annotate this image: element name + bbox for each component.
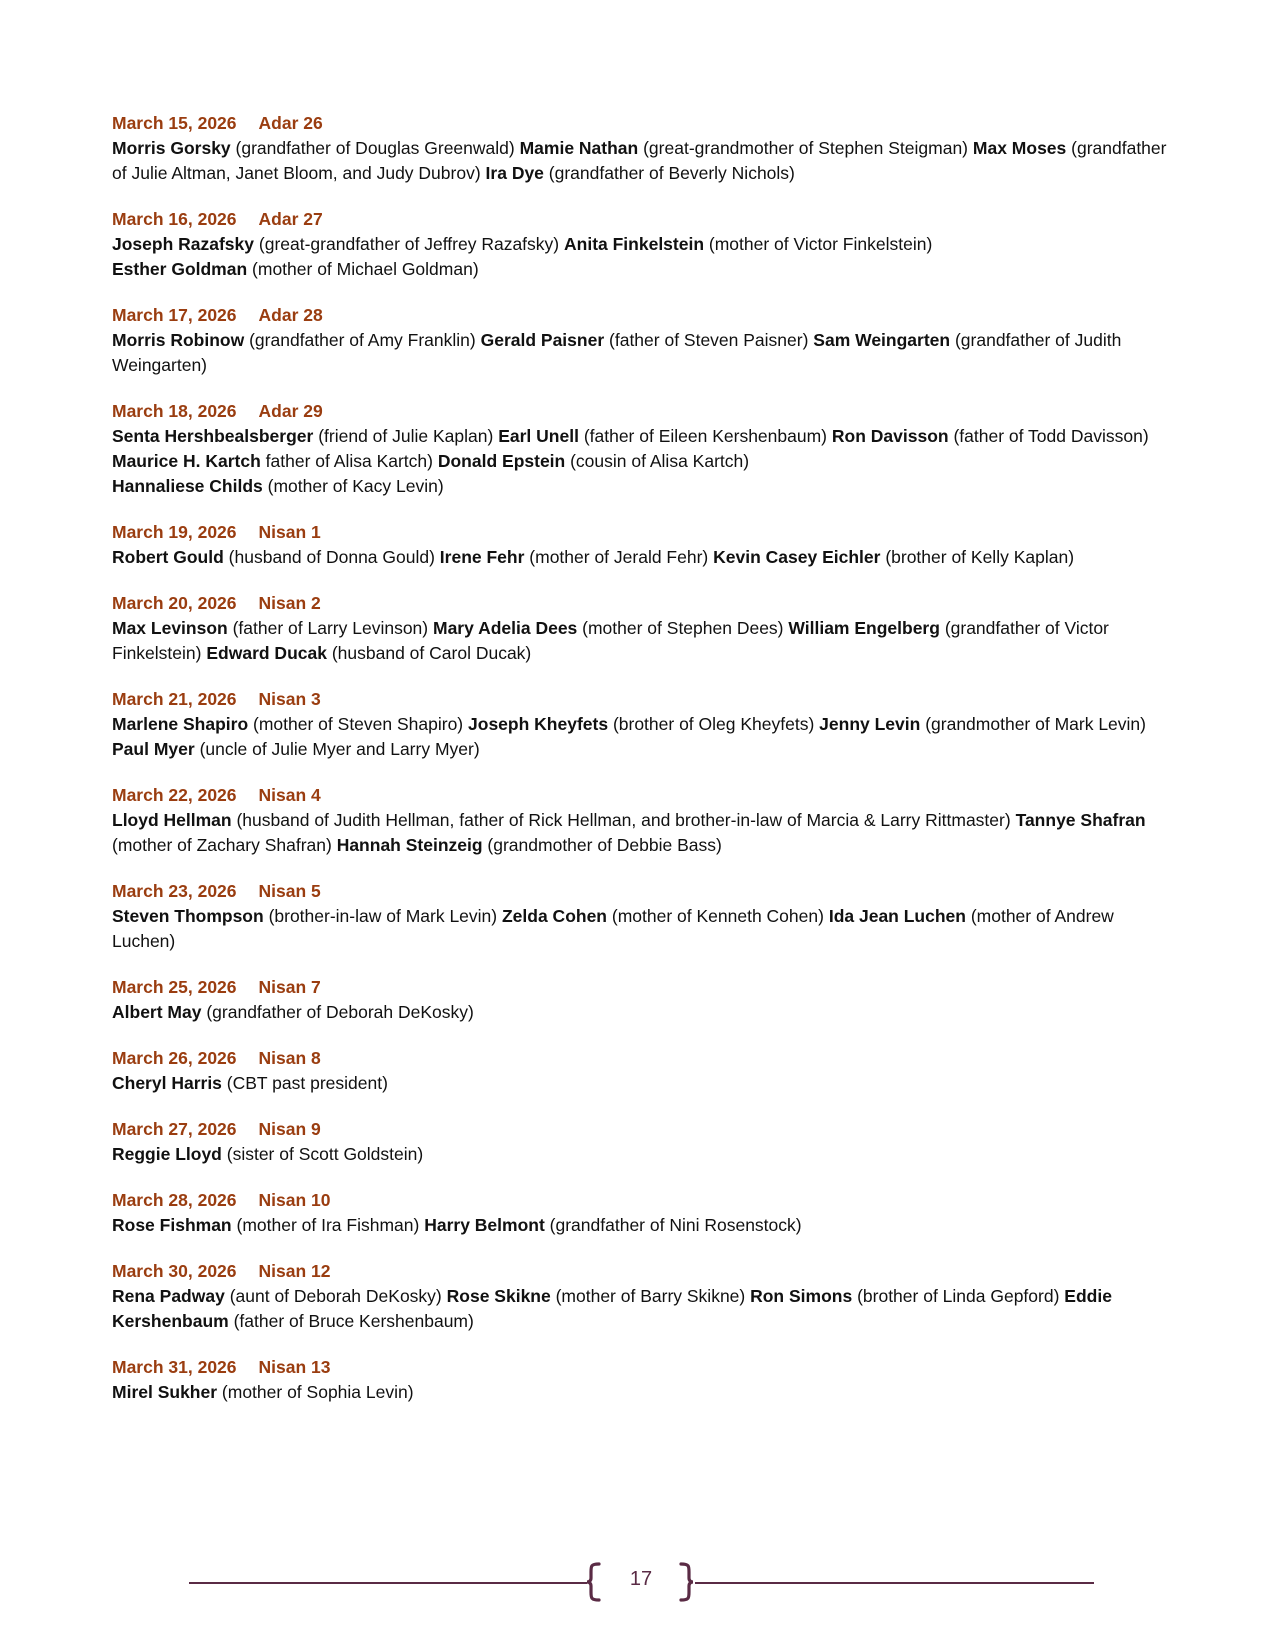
deceased-name: Kevin Casey Eichler [713,547,881,567]
hebrew-date: Nisan 13 [258,1357,331,1377]
yahrzeit-list [112,111,1172,1426]
relation-text: (father of Todd Davisson) [953,426,1149,446]
relation-text: (father of Larry Levinson) [232,618,429,638]
hebrew-date: Adar 26 [258,113,323,133]
hebrew-date: Nisan 2 [258,593,321,613]
gregorian-date: March 31, 2026 [112,1357,237,1377]
names-paragraph [112,1142,1172,1167]
hebrew-date: Nisan 3 [258,689,321,709]
relation-text: (grandfather of Douglas Greenwald) [235,138,515,158]
deceased-name: Rose Fishman [112,1215,232,1235]
entry [112,303,1172,378]
relation-text: (CBT past president) [226,1073,388,1093]
relation-text: (mother of Kacy Levin) [267,476,444,496]
date-heading [112,591,1172,616]
relation-text: (grandfather of Amy Franklin) [249,330,476,350]
names-paragraph [112,712,1172,762]
gregorian-date: March 22, 2026 [112,785,237,805]
date-heading [112,687,1172,712]
deceased-name: Joseph Kheyfets [468,714,609,734]
gregorian-date: March 25, 2026 [112,977,237,997]
relation-text: (grandfather of Nini Rosenstock) [549,1215,802,1235]
date-heading [112,303,1172,328]
entry [112,783,1172,858]
relation-text: (father of Bruce Kershenbaum) [233,1311,474,1331]
deceased-name: Paul Myer [112,739,195,759]
deceased-name: Sam Weingarten [813,330,951,350]
hebrew-date: Nisan 8 [258,1048,321,1068]
relation-text: (mother of Victor Finkelstein) [708,234,933,254]
hebrew-date: Nisan 1 [258,522,321,542]
relation-text: (mother of Ira Fishman) [236,1215,420,1235]
names-paragraph [112,424,1172,499]
entry [112,399,1172,499]
hebrew-date: Adar 29 [258,401,323,421]
date-heading [112,1188,1172,1213]
names-paragraph [112,1284,1172,1334]
deceased-name: Marlene Shapiro [112,714,249,734]
relation-text: (grandfather of Deborah DeKosky) [206,1002,474,1022]
relation-text: (mother of Jerald Fehr) [529,547,709,567]
entry [112,879,1172,954]
date-heading [112,975,1172,1000]
relation-text: (great-grandfather of Jeffrey Razafsky) [258,234,560,254]
relation-text: (grandfather of Judith Weingarten) [112,330,1122,375]
entry [112,975,1172,1025]
footer-rule-left [189,1582,587,1584]
deceased-name: Eddie Kershenbaum [112,1286,1112,1331]
deceased-name: Morris Robinow [112,330,245,350]
deceased-name: Ira Dye [485,163,544,183]
date-heading [112,399,1172,424]
date-heading [112,1355,1172,1380]
relation-text: (mother of Michael Goldman) [252,259,479,279]
date-heading [112,1117,1172,1142]
deceased-name: Maurice H. Kartch [112,451,261,471]
names-paragraph [112,545,1172,570]
deceased-name: Esther Goldman [112,259,248,279]
relation-text: (mother of Stephen Dees) [582,618,784,638]
deceased-name: Hannah Steinzeig [336,835,483,855]
gregorian-date: March 26, 2026 [112,1048,237,1068]
names-paragraph [112,328,1172,378]
names-paragraph [112,1213,1172,1238]
deceased-name: Tannye Shafran [1015,810,1146,830]
hebrew-date: Adar 27 [258,209,323,229]
deceased-name: Zelda Cohen [501,906,607,926]
entry [112,1259,1172,1334]
hebrew-date: Nisan 9 [258,1119,321,1139]
hebrew-date: Nisan 5 [258,881,321,901]
entry [112,1188,1172,1238]
deceased-name: Joseph Razafsky [112,234,255,254]
names-paragraph [112,1000,1172,1025]
names-paragraph [112,1380,1172,1405]
relation-text: (mother of Zachary Shafran) [112,835,332,855]
left-brace-icon [585,1562,603,1602]
relation-text: (mother of Sophia Levin) [221,1382,414,1402]
gregorian-date: March 23, 2026 [112,881,237,901]
deceased-name: Max Levinson [112,618,228,638]
relation-text: (mother of Steven Shapiro) [253,714,464,734]
gregorian-date: March 30, 2026 [112,1261,237,1281]
deceased-name: Harry Belmont [424,1215,545,1235]
deceased-name: Gerald Paisner [480,330,605,350]
hebrew-date: Nisan 10 [258,1190,331,1210]
date-heading [112,783,1172,808]
page-footer [189,1560,1094,1606]
deceased-name: Anita Finkelstein [564,234,705,254]
relation-text: (friend of Julie Kaplan) [318,426,494,446]
names-paragraph [112,616,1172,666]
deceased-name: Albert May [112,1002,202,1022]
entry [112,111,1172,186]
names-paragraph [112,136,1172,186]
hebrew-date: Adar 28 [258,305,323,325]
relation-text: (brother of Oleg Kheyfets) [612,714,815,734]
entry [112,1117,1172,1167]
relation-text: (cousin of Alisa Kartch) [570,451,750,471]
relation-text: (sister of Scott Goldstein) [226,1144,424,1164]
gregorian-date: March 21, 2026 [112,689,237,709]
date-heading [112,207,1172,232]
relation-text: (grandfather of Victor Finkelstein) [112,618,1109,663]
deceased-name: Cheryl Harris [112,1073,222,1093]
page-number: 17 [629,1568,653,1590]
gregorian-date: March 19, 2026 [112,522,237,542]
relation-text: (father of Eileen Kershenbaum) [583,426,828,446]
names-paragraph [112,232,1172,282]
gregorian-date: March 15, 2026 [112,113,237,133]
relation-text: (grandmother of Mark Levin) [925,714,1146,734]
date-heading [112,1046,1172,1071]
gregorian-date: March 28, 2026 [112,1190,237,1210]
relation-text: (grandmother of Debbie Bass) [487,835,722,855]
footer-rule-right [695,1582,1094,1584]
relation-text: (grandfather of Julie Altman, Janet Bloom, and Judy Dubrov) [112,138,1167,183]
gregorian-date: March 18, 2026 [112,401,237,421]
gregorian-date: March 27, 2026 [112,1119,237,1139]
entry [112,207,1172,282]
deceased-name: Mary Adelia Dees [433,618,578,638]
deceased-name: Ron Simons [750,1286,853,1306]
entry [112,1355,1172,1405]
relation-text: (mother of Andrew Luchen) [112,906,1114,951]
hebrew-date: Nisan 7 [258,977,321,997]
deceased-name: Lloyd Hellman [112,810,232,830]
entry [112,1046,1172,1096]
deceased-name: Morris Gorsky [112,138,231,158]
relation-text: (great-grandmother of Stephen Steigman) [643,138,969,158]
date-heading [112,879,1172,904]
relation-text: (husband of Carol Ducak) [331,643,532,663]
names-paragraph [112,808,1172,858]
names-paragraph [112,904,1172,954]
deceased-name: William Engelberg [788,618,940,638]
deceased-name: Robert Gould [112,547,224,567]
deceased-name: Steven Thompson [112,906,264,926]
deceased-name: Earl Unell [498,426,579,446]
deceased-name: Donald Epstein [437,451,566,471]
relation-text: father of Alisa Kartch) [265,451,433,471]
gregorian-date: March 17, 2026 [112,305,237,325]
relation-text: (grandfather of Beverly Nichols) [548,163,795,183]
deceased-name: Hannaliese Childs [112,476,263,496]
relation-text: (uncle of Julie Myer and Larry Myer) [199,739,480,759]
relation-text: (brother of Linda Gepford) [857,1286,1060,1306]
deceased-name: Ron Davisson [831,426,949,446]
date-heading [112,111,1172,136]
date-heading [112,1259,1172,1284]
deceased-name: Mirel Sukher [112,1382,218,1402]
deceased-name: Rena Padway [112,1286,225,1306]
deceased-name: Reggie Lloyd [112,1144,222,1164]
gregorian-date: March 16, 2026 [112,209,237,229]
deceased-name: Jenny Levin [819,714,921,734]
relation-text: (mother of Kenneth Cohen) [611,906,824,926]
hebrew-date: Nisan 12 [258,1261,331,1281]
relation-text: (father of Steven Paisner) [609,330,809,350]
deceased-name: Mamie Nathan [519,138,639,158]
relation-text: (husband of Donna Gould) [228,547,435,567]
relation-text: (husband of Judith Hellman, father of Rick Hellman, and brother-in-law of Marcia & Larry Rittmaster) [236,810,1011,830]
date-heading [112,520,1172,545]
relation-text: (brother of Kelly Kaplan) [885,547,1075,567]
right-brace-icon [677,1562,695,1602]
entry [112,687,1172,762]
gregorian-date: March 20, 2026 [112,593,237,613]
deceased-name: Edward Ducak [206,643,327,663]
relation-text: (brother-in-law of Mark Levin) [268,906,498,926]
entry [112,591,1172,666]
names-paragraph [112,1071,1172,1096]
entry [112,520,1172,570]
hebrew-date: Nisan 4 [258,785,321,805]
deceased-name: Senta Hershbealsberger [112,426,314,446]
deceased-name: Irene Fehr [439,547,525,567]
deceased-name: Ida Jean Luchen [828,906,966,926]
deceased-name: Rose Skikne [446,1286,551,1306]
relation-text: (mother of Barry Skikne) [555,1286,746,1306]
deceased-name: Max Moses [972,138,1067,158]
relation-text: (aunt of Deborah DeKosky) [229,1286,442,1306]
